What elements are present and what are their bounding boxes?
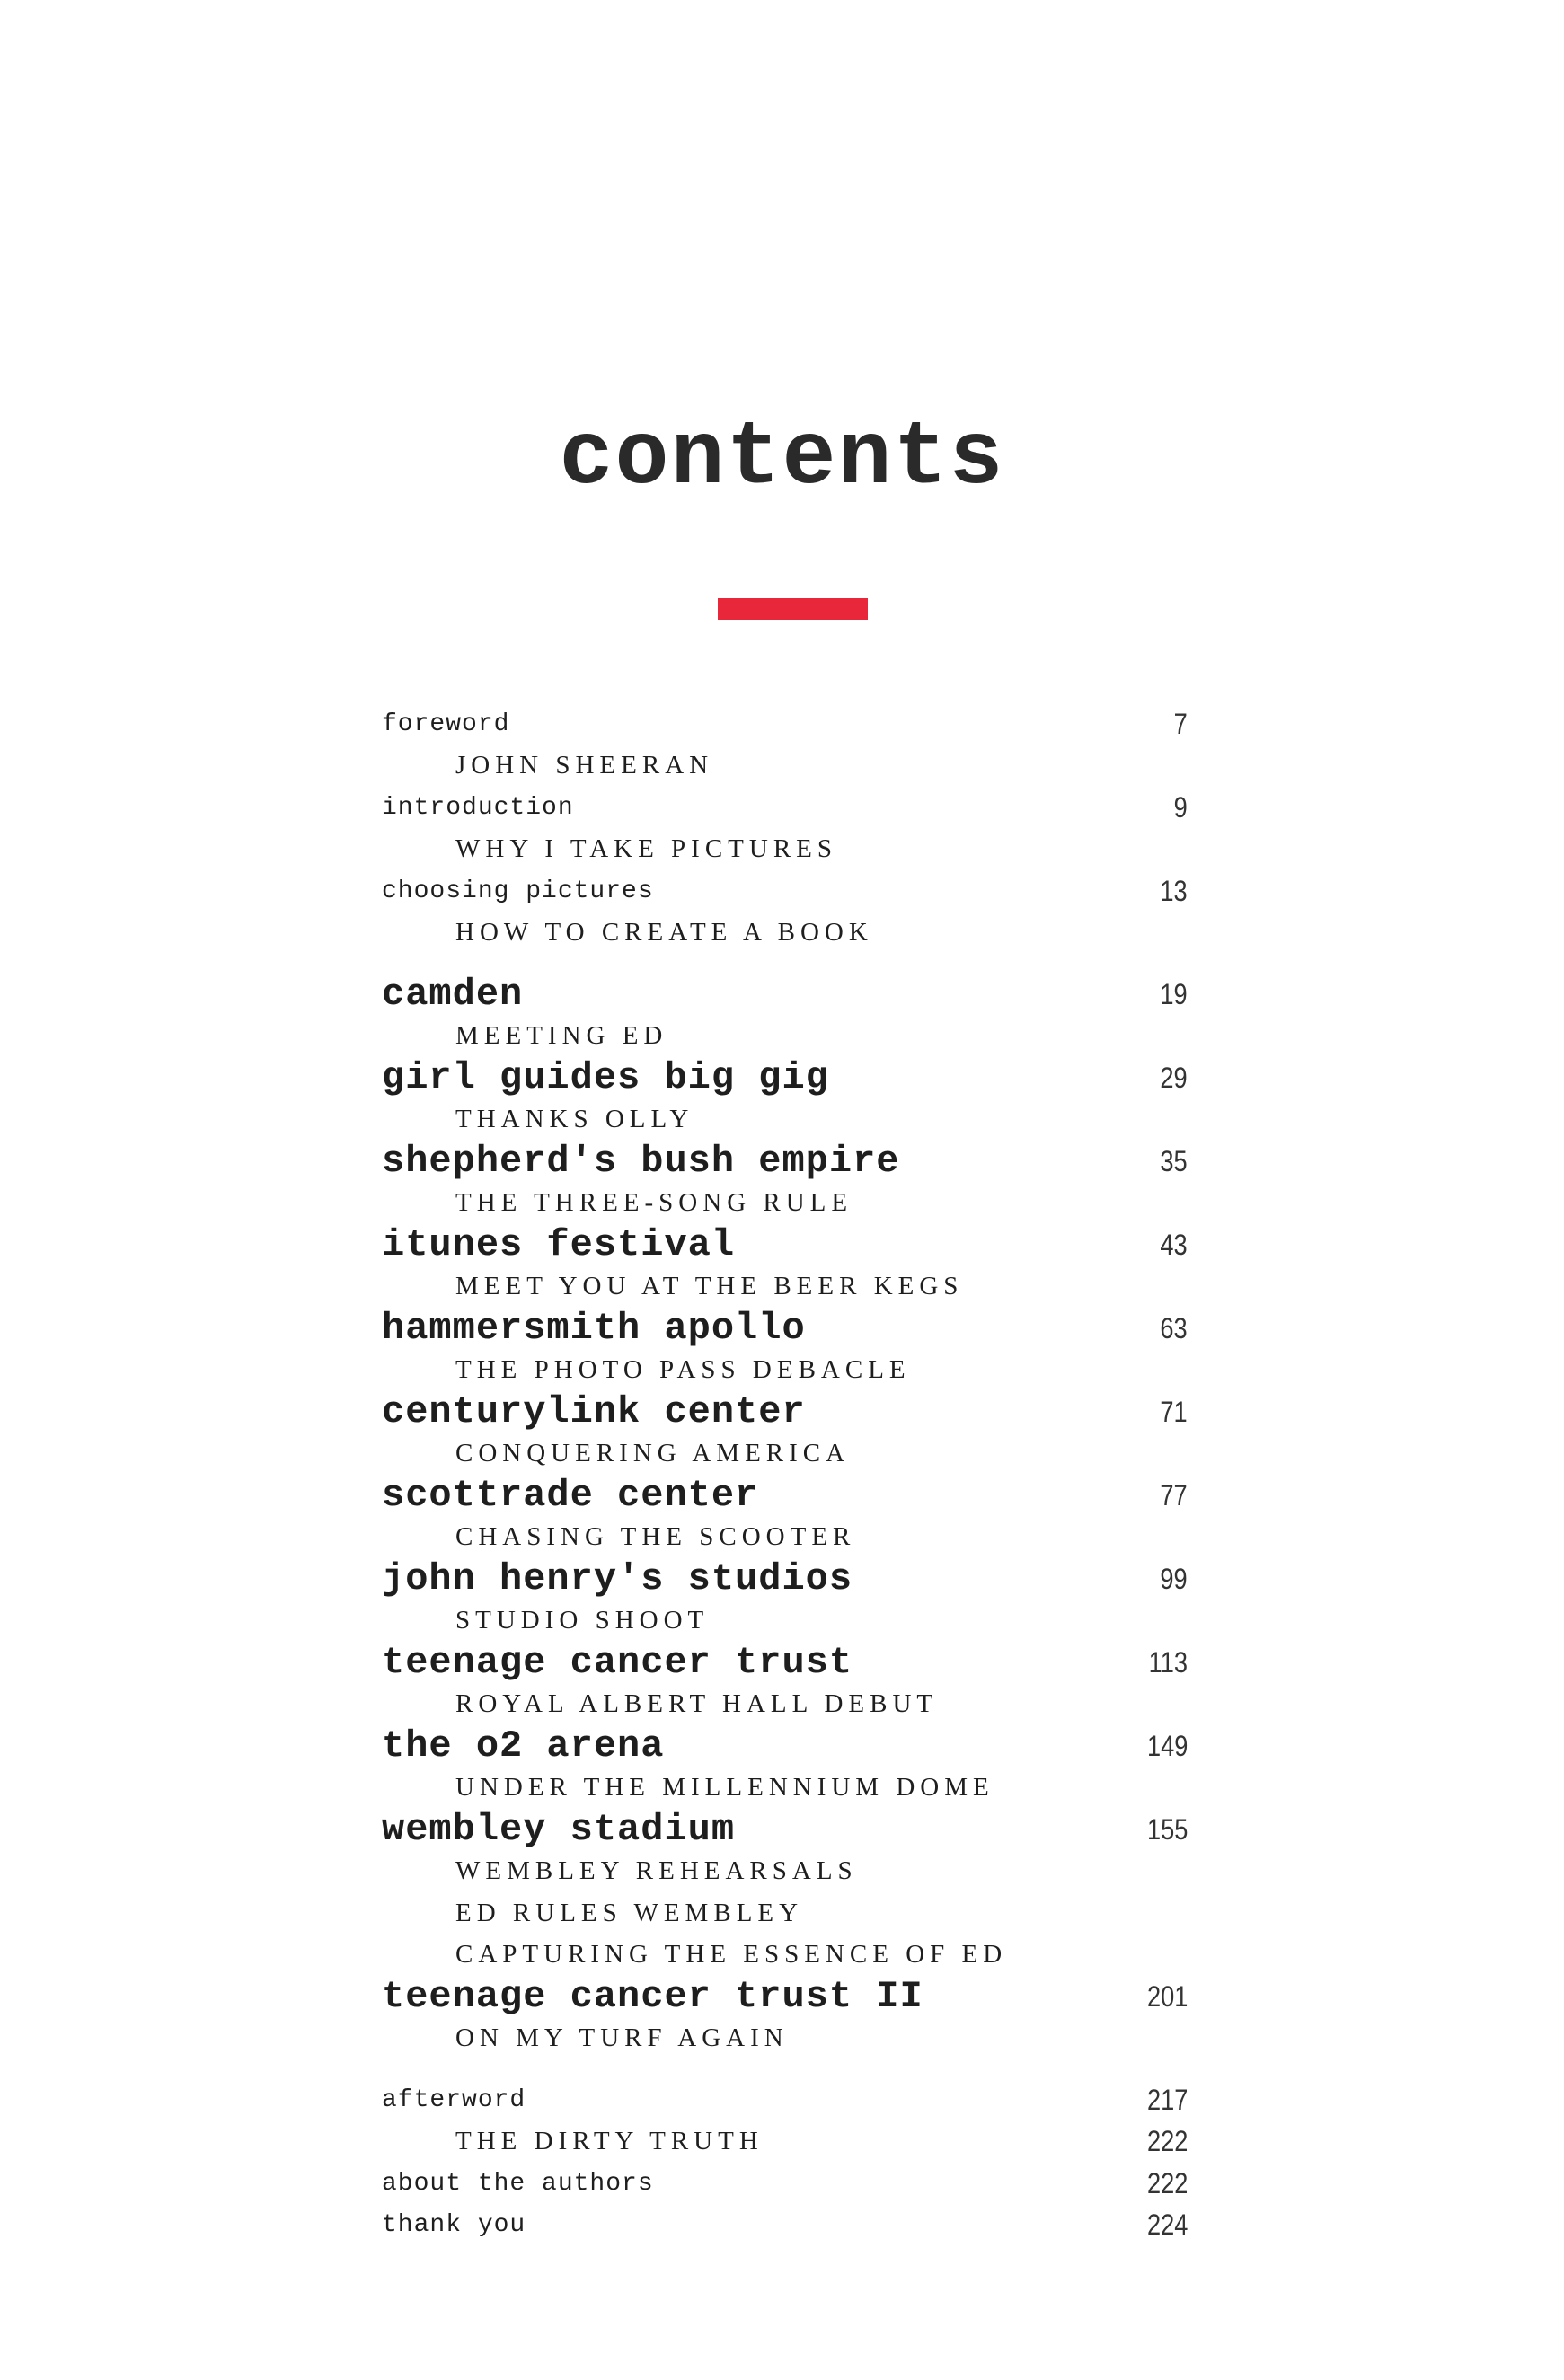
toc-page-number: 217 xyxy=(1146,2083,1188,2116)
toc-page-number: 7 xyxy=(1173,707,1188,740)
toc-entry xyxy=(382,974,1188,1016)
toc-entry xyxy=(382,1224,1188,1266)
toc-entry-label: CHASING THE SCOOTER xyxy=(455,1522,856,1552)
toc-subentry xyxy=(382,1935,1188,1977)
toc-entry xyxy=(382,1391,1188,1433)
toc-entry xyxy=(382,787,1188,829)
toc-entry-label: ON MY TURF AGAIN xyxy=(455,2023,789,2053)
toc-entry xyxy=(382,2205,1188,2247)
toc-page-number: 71 xyxy=(1160,1395,1188,1428)
toc-subentry xyxy=(382,1266,1188,1309)
toc-entry xyxy=(382,1725,1188,1767)
toc-entry xyxy=(382,1308,1188,1350)
toc-entry-label: MEETING ED xyxy=(455,1021,668,1051)
toc-subentry xyxy=(382,1016,1188,1058)
table-of-contents xyxy=(382,703,1188,2246)
toc-entry-label: thank you xyxy=(382,2211,526,2240)
toc-subentry xyxy=(382,829,1188,871)
toc-entry-label: teenage cancer trust II xyxy=(382,1975,923,2019)
toc-page-number: 155 xyxy=(1146,1812,1188,1846)
toc-entry-label: THANKS OLLY xyxy=(455,1105,694,1134)
toc-entry-label: THE THREE-SONG RULE xyxy=(455,1188,853,1218)
toc-entry xyxy=(382,1976,1188,2018)
toc-page-number: 224 xyxy=(1146,2208,1188,2242)
toc-entry-label: THE DIRTY TRUTH xyxy=(455,2127,764,2156)
toc-entry-label: centurylink center xyxy=(382,1390,806,1434)
toc-entry xyxy=(382,1809,1188,1851)
toc-entry xyxy=(382,1475,1188,1517)
toc-entry-label: camden xyxy=(382,973,524,1017)
toc-page-number: 63 xyxy=(1160,1311,1188,1344)
toc-entry-label: afterword xyxy=(382,2085,526,2114)
toc-subentry xyxy=(382,1851,1188,1893)
toc-entry-label: STUDIO SHOOT xyxy=(455,1606,710,1635)
toc-entry-label: wembley stadium xyxy=(382,1808,736,1852)
toc-entry-label: foreword xyxy=(382,710,510,738)
toc-page-number: 19 xyxy=(1160,977,1188,1010)
toc-entry-label: ROYAL ALBERT HALL DEBUT xyxy=(455,1689,939,1719)
toc-page-number: 29 xyxy=(1160,1061,1188,1094)
toc-entry xyxy=(382,2163,1188,2205)
toc-page-number: 13 xyxy=(1160,874,1188,907)
toc-page-number: 43 xyxy=(1160,1228,1188,1261)
toc-entry-label: CONQUERING AMERICA xyxy=(455,1439,851,1468)
toc-entry-label: about the authors xyxy=(382,2169,654,2198)
toc-entry xyxy=(382,1642,1188,1684)
toc-subentry xyxy=(382,2121,1188,2164)
toc-subentry xyxy=(382,1600,1188,1643)
toc-entry-label: CAPTURING THE ESSENCE OF ED xyxy=(455,1940,1008,1970)
toc-page-number: 113 xyxy=(1148,1645,1188,1679)
toc-page-number: 35 xyxy=(1160,1144,1188,1177)
toc-entry xyxy=(382,870,1188,912)
toc-page-number: 222 xyxy=(1146,2125,1188,2158)
toc-entry-label: girl guides big gig xyxy=(382,1056,829,1100)
toc-entry xyxy=(382,2079,1188,2121)
toc-page-number: 99 xyxy=(1160,1562,1188,1595)
toc-entry xyxy=(382,703,1188,745)
toc-entry-label: THE PHOTO PASS DEBACLE xyxy=(455,1355,911,1385)
toc-entry-label: scottrade center xyxy=(382,1474,759,1518)
toc-entry-label: the o2 arena xyxy=(382,1724,665,1768)
toc-page-number: 77 xyxy=(1160,1478,1188,1512)
toc-entry-label: choosing pictures xyxy=(382,877,654,905)
toc-page-number: 149 xyxy=(1146,1729,1188,1762)
toc-entry xyxy=(382,1057,1188,1099)
toc-entry xyxy=(382,1558,1188,1600)
toc-subentry xyxy=(382,1099,1188,1142)
toc-subentry xyxy=(382,2018,1188,2060)
toc-page-number: 9 xyxy=(1173,790,1188,824)
toc-entry-label: teenage cancer trust xyxy=(382,1641,853,1685)
toc-entry-label: MEET YOU AT THE BEER KEGS xyxy=(455,1272,964,1301)
toc-entry-label: john henry's studios xyxy=(382,1557,853,1601)
toc-entry-label: shepherd's bush empire xyxy=(382,1140,900,1184)
toc-subentry xyxy=(382,1433,1188,1476)
toc-subentry xyxy=(382,912,1188,955)
toc-subentry xyxy=(382,745,1188,788)
toc-entry-label: hammersmith apollo xyxy=(382,1307,806,1351)
toc-page-number: 222 xyxy=(1146,2166,1188,2199)
toc-subentry xyxy=(382,1684,1188,1726)
toc-entry xyxy=(382,1141,1188,1183)
toc-subentry xyxy=(382,1517,1188,1559)
toc-entry-label: WHY I TAKE PICTURES xyxy=(455,834,838,864)
toc-entry-label: JOHN SHEERAN xyxy=(455,751,714,780)
toc-subentry xyxy=(382,1767,1188,1810)
page-title: contents xyxy=(559,409,1005,510)
toc-entry-label: UNDER THE MILLENNIUM DOME xyxy=(455,1773,994,1803)
toc-entry-label: introduction xyxy=(382,793,574,822)
accent-bar xyxy=(718,598,868,620)
toc-subentry xyxy=(382,1350,1188,1392)
toc-subentry xyxy=(382,1183,1188,1225)
toc-entry-label: HOW TO CREATE A BOOK xyxy=(455,918,873,948)
toc-entry-label: itunes festival xyxy=(382,1223,736,1267)
toc-entry-label: ED RULES WEMBLEY xyxy=(455,1898,804,1927)
toc-page-number: 201 xyxy=(1146,1979,1188,2013)
toc-entry-label: WEMBLEY REHEARSALS xyxy=(455,1856,858,1886)
toc-subentry xyxy=(382,1892,1188,1935)
